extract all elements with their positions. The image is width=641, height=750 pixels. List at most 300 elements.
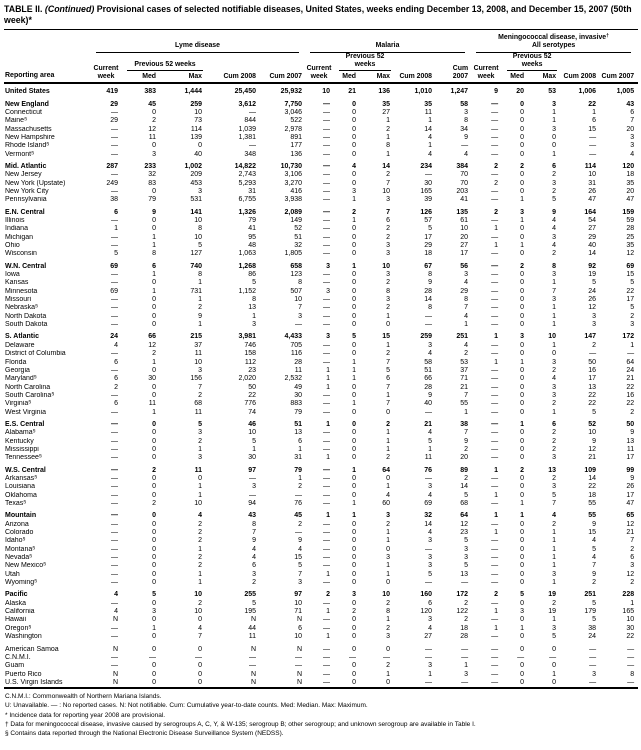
value-cell: 1 [386, 529, 391, 537]
value-cell: 9 [494, 88, 499, 96]
value-cell: 5 [552, 196, 557, 204]
value-cell: 1 [552, 537, 557, 545]
value-cell: — [323, 670, 331, 678]
value-cell: 2 [552, 437, 557, 445]
value-cell: — [323, 466, 331, 474]
column-group-label-line2: All serotypes [531, 42, 576, 50]
value-cell: 3 [252, 570, 256, 578]
value-cell: — [323, 474, 331, 482]
value-cell: 95 [248, 233, 256, 241]
value-cell: 0 [152, 108, 156, 116]
reporting-area-cell: Arizona [5, 520, 29, 528]
value-cell: 0 [152, 554, 156, 562]
value-cell: 0 [520, 545, 525, 553]
value-cell: — [589, 662, 597, 670]
value-cell: 3,270 [284, 179, 303, 187]
table-header [4, 34, 638, 82]
table-row [4, 271, 638, 279]
footnote-asterisk: * Incidence data for reporting year 2008 are provisional. [5, 711, 166, 719]
value-cell: 27 [424, 633, 433, 641]
value-cell: 1 [494, 512, 499, 520]
value-cell: 0 [152, 562, 156, 570]
value-cell: — [323, 321, 331, 329]
value-cell: 17 [626, 491, 635, 499]
value-cell: 8 [198, 225, 202, 233]
value-cell: 10 [194, 108, 202, 116]
value-cell: 28 [626, 225, 635, 233]
value-cell: 38 [588, 624, 597, 632]
value-cell: 0 [352, 233, 357, 241]
value-cell: 0 [386, 579, 391, 587]
value-cell: 2 [630, 579, 635, 587]
table-row [4, 662, 638, 670]
cum-2007-header: Cum 2007 [452, 65, 469, 81]
value-cell: — [491, 233, 499, 241]
table-row [4, 151, 638, 159]
table-row [4, 642, 638, 654]
value-cell: 0 [198, 670, 202, 678]
section-mark: § [34, 474, 38, 480]
value-cell: 3 [464, 554, 469, 562]
reporting-area-cell: North Dakota [5, 312, 47, 320]
value-cell: 6 [114, 375, 118, 383]
value-cell: 0 [352, 179, 357, 187]
value-cell: 43 [248, 512, 256, 520]
value-cell: 0 [352, 321, 357, 329]
value-cell: 57 [424, 217, 433, 224]
value-cell: 3 [592, 321, 597, 329]
section-mark: § [34, 304, 38, 310]
value-cell: 0 [152, 454, 156, 462]
value-cell: — [491, 391, 499, 399]
value-cell: 12 [626, 250, 635, 258]
value-cell: 7 [298, 570, 303, 578]
value-cell: 1 [552, 562, 557, 570]
value-cell: 3 [464, 271, 469, 279]
value-cell: 2 [386, 520, 391, 528]
value-cell: N [250, 670, 256, 678]
value-cell: 0 [520, 645, 525, 653]
value-cell: — [111, 304, 118, 312]
reporting-area-cell: Guam [5, 662, 25, 670]
value-cell: 1 [352, 400, 357, 408]
value-cell: 10,730 [280, 162, 303, 170]
value-cell: 49 [294, 383, 303, 391]
value-cell: 2 [552, 520, 557, 528]
value-cell: 0 [352, 142, 357, 150]
value-cell: — [425, 579, 433, 587]
value-cell: 6 [386, 375, 391, 383]
value-cell: 13 [626, 437, 635, 445]
value-cell: 2 [552, 250, 557, 258]
value-cell: 1 [520, 242, 525, 250]
value-cell: 8 [386, 142, 391, 150]
value-cell: 0 [520, 225, 525, 233]
value-cell: 2 [352, 608, 357, 616]
value-cell: — [491, 312, 499, 320]
value-cell: — [249, 653, 256, 661]
value-cell: 3 [552, 100, 557, 108]
value-cell: 2,978 [284, 125, 303, 133]
current-week-header: Current week [473, 65, 499, 81]
value-cell: 1 [198, 483, 202, 491]
value-cell: 0 [352, 304, 357, 312]
value-cell: 4 [428, 150, 433, 158]
value-cell: 14 [424, 520, 433, 528]
value-cell: — [461, 645, 469, 653]
value-cell: 0 [152, 491, 156, 499]
value-cell: — [111, 537, 118, 545]
value-cell: 2 [464, 616, 469, 624]
value-cell: 6 [552, 162, 557, 170]
value-cell: 0 [152, 645, 156, 653]
value-cell: 7 [198, 383, 202, 391]
value-cell: 13 [460, 570, 469, 578]
value-cell: 1 [552, 341, 557, 349]
value-cell: 58 [460, 100, 469, 108]
value-cell: 1 [494, 225, 499, 233]
table-row [4, 454, 638, 462]
value-cell: 47 [626, 196, 635, 204]
reporting-area-cell: Wyoming§ [5, 579, 38, 587]
value-cell: 8 [464, 296, 469, 304]
reporting-area-cell: U.S. Virgin Islands [5, 678, 63, 686]
value-cell: 65 [626, 512, 635, 520]
value-cell: — [323, 408, 331, 416]
value-cell: 1 [428, 142, 433, 150]
reporting-area-cell: New Jersey [5, 171, 42, 179]
value-cell: 1 [552, 579, 557, 587]
value-cell: 46 [248, 420, 256, 428]
value-cell: 141 [190, 208, 202, 216]
value-cell: — [249, 662, 256, 670]
value-cell: 18 [460, 624, 469, 632]
value-cell: — [491, 321, 499, 329]
value-cell: 147 [584, 333, 597, 341]
value-cell: 1 [464, 662, 469, 670]
value-cell: 44 [248, 624, 256, 632]
value-cell: 0 [152, 599, 156, 607]
value-cell: 2,020 [238, 375, 256, 383]
value-cell: 1,005 [616, 88, 635, 96]
value-cell: 11 [194, 350, 202, 358]
value-cell: 32 [294, 242, 303, 250]
value-cell: 4 [592, 537, 597, 545]
value-cell: 233 [144, 162, 156, 170]
value-cell: 3 [326, 262, 331, 270]
value-cell: 0 [552, 133, 557, 141]
max-header: Max [376, 73, 391, 81]
value-cell: 1 [252, 312, 256, 320]
section-mark: § [34, 579, 38, 585]
value-cell: — [491, 474, 499, 482]
value-cell: 29 [424, 242, 433, 250]
value-cell: 2 [386, 225, 391, 233]
table-row [4, 142, 638, 150]
column-group-header [306, 34, 472, 53]
value-cell: 0 [386, 408, 391, 416]
value-cell: 2 [386, 454, 391, 462]
value-cell: — [323, 537, 331, 545]
reporting-area-cell: Montana§ [5, 545, 36, 553]
value-cell: 1 [386, 537, 391, 545]
value-cell: — [323, 358, 331, 366]
value-cell: — [323, 545, 331, 553]
table-row [4, 350, 638, 358]
value-cell: 8 [252, 520, 256, 528]
value-cell: 172 [456, 591, 469, 599]
value-cell: 156 [190, 375, 202, 383]
value-cell: 0 [152, 279, 156, 287]
value-cell: — [517, 653, 525, 661]
value-cell: N [250, 645, 256, 653]
value-cell: 0 [352, 429, 357, 437]
value-cell: 658 [290, 262, 303, 270]
reporting-area-cell: Missouri [5, 296, 32, 304]
reporting-area-cell: W.N. Central [5, 262, 47, 270]
value-cell: 2 [464, 474, 469, 482]
value-cell: 69 [424, 500, 433, 507]
value-cell: 22 [626, 633, 635, 641]
value-cell: — [111, 474, 118, 482]
reporting-area-cell: American Samoa [5, 645, 59, 653]
value-cell: 22 [626, 400, 635, 408]
previous-52-weeks-header [122, 53, 206, 71]
value-cell: 7 [552, 500, 557, 507]
value-cell: 0 [352, 341, 357, 349]
value-cell: 5 [592, 599, 597, 607]
value-cell: — [111, 662, 118, 670]
value-cell: 135 [456, 208, 469, 216]
value-cell: 4 [352, 162, 357, 170]
value-cell: 1 [552, 312, 557, 320]
value-cell: 0 [386, 474, 391, 482]
value-cell: 1 [386, 150, 391, 158]
value-cell: — [323, 616, 331, 624]
value-cell: N [112, 645, 118, 653]
value-cell: N [296, 678, 303, 686]
value-cell: 179 [584, 608, 597, 616]
value-cell: 48 [248, 242, 256, 250]
table-row [4, 409, 638, 417]
value-cell: 92 [588, 262, 597, 270]
table-row [4, 180, 638, 188]
value-cell: 158 [244, 350, 256, 358]
value-cell: 0 [520, 437, 525, 445]
value-cell: 1,063 [238, 250, 256, 258]
value-cell: 10 [588, 171, 597, 179]
value-cell: — [111, 279, 118, 287]
table-title-continued: (Continued) [44, 4, 95, 14]
value-cell: 26 [626, 483, 635, 491]
value-cell: 28 [424, 383, 433, 391]
reporting-area-header: Reporting area [5, 72, 55, 80]
table-row [4, 633, 638, 641]
value-cell: 5,293 [238, 179, 256, 187]
value-cell: 1 [198, 579, 202, 587]
value-cell: 0 [352, 520, 357, 528]
value-cell: 0 [386, 645, 391, 653]
table-row [4, 205, 638, 217]
value-cell: 69 [110, 262, 118, 270]
value-cell: 76 [294, 500, 303, 507]
value-cell: 41 [248, 225, 256, 233]
value-cell: 0 [352, 454, 357, 462]
value-cell: 0 [520, 350, 525, 358]
table-row [4, 654, 638, 662]
value-cell: 3 [464, 545, 469, 553]
value-cell: — [491, 341, 499, 349]
value-cell: 1 [520, 358, 525, 366]
value-cell: 5 [114, 250, 118, 258]
value-cell: 2 [298, 520, 303, 528]
value-cell: 3 [352, 591, 357, 599]
table-row [4, 417, 638, 429]
value-cell: 0 [520, 150, 525, 158]
value-cell: 20 [626, 187, 635, 195]
value-cell: 136 [378, 88, 391, 96]
value-cell: — [323, 529, 331, 537]
value-cell: 0 [386, 321, 391, 329]
value-cell: 7 [552, 287, 557, 295]
value-cell: 18 [626, 171, 635, 179]
value-cell: 20 [460, 233, 469, 241]
footnote-section: § Contains data reported through the National Electronic Disease Surveillance System (NEDSS). [5, 730, 284, 738]
value-cell: 64 [460, 512, 469, 520]
value-cell: 13 [588, 383, 597, 391]
value-cell: 4 [198, 512, 202, 520]
value-cell: 259 [190, 100, 202, 108]
value-cell: 2,743 [238, 171, 256, 179]
value-cell: 12 [626, 520, 635, 528]
value-cell: — [111, 242, 118, 250]
value-cell: 6 [552, 420, 557, 428]
value-cell: 29 [110, 100, 118, 108]
value-cell: 0 [552, 142, 557, 150]
value-cell: 28 [294, 358, 303, 366]
value-cell: 1 [552, 545, 557, 553]
value-cell: 1 [352, 217, 357, 224]
value-cell: 5 [428, 225, 433, 233]
value-cell: 2 [386, 624, 391, 632]
reporting-area-cell: New Hampshire [5, 133, 55, 141]
value-cell: — [323, 279, 331, 287]
value-cell: 27 [460, 242, 469, 250]
table-row [4, 625, 638, 633]
reporting-area-cell: C.N.M.I. [5, 653, 31, 661]
value-cell: 0 [198, 662, 202, 670]
value-cell: 9 [464, 437, 469, 445]
value-cell: 16 [588, 366, 597, 374]
section-mark: § [23, 500, 27, 505]
value-cell: 1 [152, 242, 156, 250]
reporting-area-cell: New England [5, 100, 49, 108]
value-cell: 2 [252, 579, 256, 587]
value-cell: — [249, 474, 256, 482]
value-cell: 14 [588, 250, 597, 258]
value-cell: 26 [588, 187, 597, 195]
value-cell: 0 [520, 400, 525, 408]
value-cell: — [491, 262, 499, 270]
value-cell: 5 [592, 279, 597, 287]
value-cell: 22 [588, 400, 597, 408]
value-cell: 14 [382, 162, 391, 170]
value-cell: N [112, 670, 118, 678]
value-cell: 1 [552, 670, 557, 678]
value-cell: 0 [152, 529, 156, 537]
value-cell: 97 [294, 591, 303, 599]
value-cell: — [491, 196, 499, 204]
value-cell: 0 [152, 383, 156, 391]
value-cell: — [249, 108, 256, 116]
value-cell: — [323, 162, 331, 170]
value-cell: 79 [294, 408, 303, 416]
value-cell: — [323, 179, 331, 187]
value-cell: 0 [520, 383, 525, 391]
value-cell: 32 [148, 171, 156, 179]
notifiable-diseases-table [4, 34, 638, 689]
value-cell: — [323, 579, 331, 587]
value-cell: 2 [152, 117, 156, 125]
table-title-rest: Provisional cases of selected notifiable diseases, United States, weeks ending December 13, 2008, and December 15, 2007 (50th week)* [4, 4, 632, 25]
reporting-area-cell: Mid. Atlantic [5, 162, 47, 170]
value-cell: 0 [352, 171, 357, 179]
reporting-area-cell: Indiana [5, 225, 28, 233]
value-cell: 3 [152, 608, 156, 616]
value-cell: 31 [588, 179, 597, 187]
column-group-header [92, 34, 306, 53]
value-cell: 1 [428, 445, 433, 453]
current-week-header: Current week [93, 65, 119, 81]
value-cell: 1,006 [578, 88, 597, 96]
value-cell: 0 [520, 570, 525, 578]
value-cell: 1 [520, 500, 525, 507]
value-cell: — [111, 296, 118, 304]
value-cell: — [491, 217, 499, 224]
reporting-area-cell: Colorado [5, 529, 34, 537]
value-cell: 0 [352, 491, 357, 499]
value-cell: 3 [552, 483, 557, 491]
value-cell: 3 [592, 312, 597, 320]
value-cell: 1 [494, 466, 499, 474]
value-cell: 9 [592, 520, 597, 528]
reporting-area-cell: Massachusetts [5, 125, 52, 133]
value-cell: 5 [252, 599, 256, 607]
value-cell: 0 [352, 125, 357, 133]
value-cell: 70 [460, 179, 469, 187]
value-cell: 2,532 [284, 375, 303, 383]
value-cell: 203 [456, 187, 469, 195]
value-cell: 1 [386, 312, 391, 320]
value-cell: — [491, 171, 499, 179]
value-cell: 68 [194, 400, 202, 408]
value-cell: 1 [198, 321, 202, 329]
value-cell: — [111, 187, 118, 195]
value-cell: 18 [424, 250, 433, 258]
table-row [4, 250, 638, 258]
value-cell: 2 [552, 599, 557, 607]
value-cell: 0 [520, 474, 525, 482]
value-cell: 4 [298, 545, 303, 553]
value-cell: 39 [424, 196, 433, 204]
value-cell: 0 [352, 108, 357, 116]
value-cell: — [323, 117, 331, 125]
value-cell: 1 [494, 358, 499, 366]
value-cell: — [549, 653, 557, 661]
value-cell: 0 [152, 437, 156, 445]
value-cell: 0 [352, 537, 357, 545]
value-cell: — [425, 653, 433, 661]
